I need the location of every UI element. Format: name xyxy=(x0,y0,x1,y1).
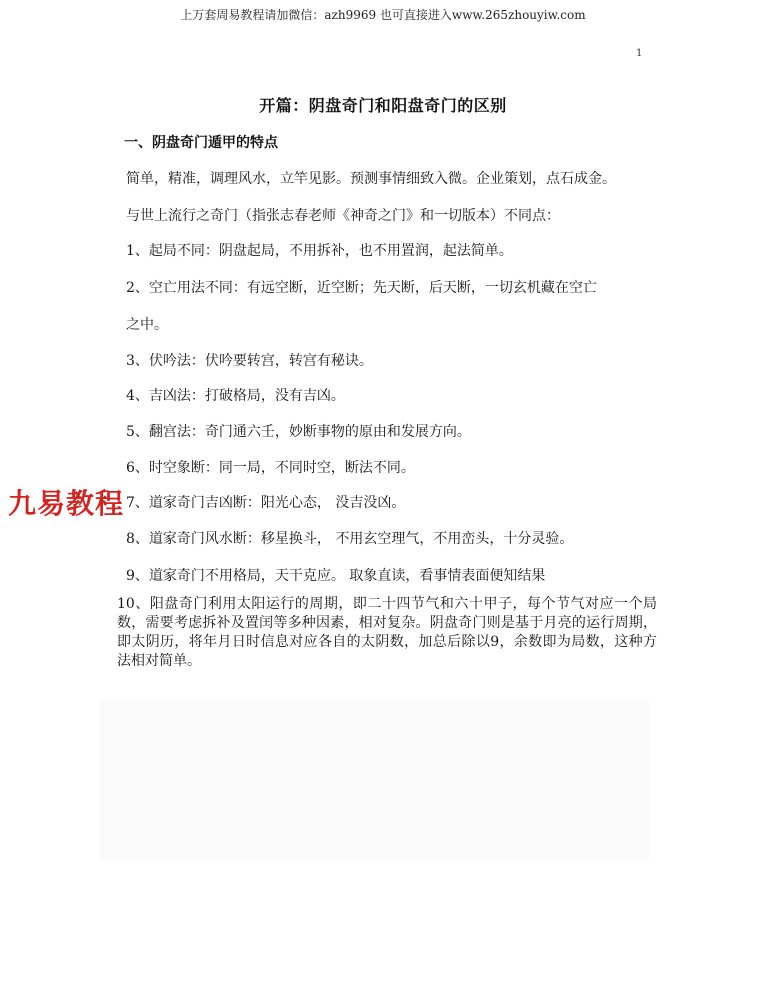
list-item: 9、道家奇门不用格局，天干克应。 取象直读，看事情表面便知结果 xyxy=(126,568,546,584)
list-item: 2、空亡用法不同：有远空断，近空断；先天断，后天断，一切玄机藏在空亡 xyxy=(126,280,597,296)
body-line: 简单，精准，调理风水，立竿见影。预测事情细致入微。企业策划，点石成金。 xyxy=(126,171,616,187)
paragraph-10: 10、阳盘奇门利用太阳运行的周期，即二十四节气和六十甲子，每个节气对应一个局数，需要考虑拆补及置闰等多种因素，相对复杂。阴盘奇门则是基于月亮的运行周期，即太阴历，将年月日时信息对应各自的太阴数，加总后除以9，余数即为局数，这种方法相对简单。 xyxy=(117,596,657,669)
page-number: 1 xyxy=(636,48,643,59)
list-item: 3、伏吟法：伏吟要转宫，转宫有秘诀。 xyxy=(126,353,373,369)
list-item: 5、翻宫法：奇门通六壬，妙断事物的原由和发展方向。 xyxy=(126,424,471,440)
page-title: 开篇：阴盘奇门和阳盘奇门的区别 xyxy=(259,96,507,115)
header-note: 上万套周易教程请加微信：azh9969 也可直接进入www.265zhouyiw.com xyxy=(180,8,586,22)
list-item: 1、起局不同：阴盘起局，不用拆补，也不用置润，起法简单。 xyxy=(126,243,513,259)
watermark: 九易教程 xyxy=(8,487,125,520)
list-item: 7、道家奇门吉凶断：阳光心态， 没吉没凶。 xyxy=(126,495,406,511)
list-item-continuation: 之中。 xyxy=(126,317,168,333)
section-heading: 一、阴盘奇门遁甲的特点 xyxy=(124,135,278,151)
list-item: 6、时空象断：同一局，不同时空，断法不同。 xyxy=(126,460,415,476)
body-line: 与世上流行之奇门（指张志春老师《神奇之门》和一切版本）不同点： xyxy=(126,208,560,224)
list-item: 8、道家奇门风水断：移星换斗， 不用玄空理气，不用峦头，十分灵验。 xyxy=(126,531,574,547)
faded-scan-area xyxy=(100,700,650,860)
list-item: 4、吉凶法：打破格局，没有吉凶。 xyxy=(126,388,345,404)
